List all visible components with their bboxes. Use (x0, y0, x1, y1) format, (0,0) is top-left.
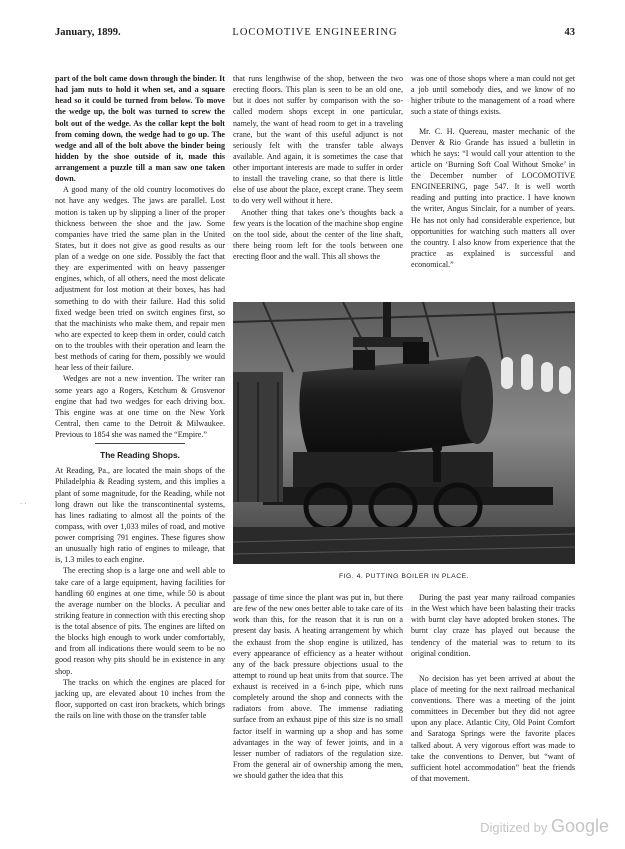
header-title: LOCOMOTIVE ENGINEERING (232, 27, 398, 38)
header-date: January, 1899. (55, 27, 121, 38)
digitized-watermark (480, 816, 609, 837)
column-1 (55, 73, 225, 721)
col3b-paragraph-1: During the past year many railroad companies in the West which have been balasting their tracks with burnt clay have adopted broken stones. The burnt clay craze has played out because the tendency of the material was to return to its original condition. (411, 593, 575, 658)
col3b-paragraph-2: No decision has yet been arrived at about the place of meeting for the next railroad mechanical conventions. There was a meeting of the joint committees in December but they did not agree upon any place. Atlantic City, Old Point Comfort and Saratoga Springs were the favorite places talked about. A very vigorous effort was made to take the conventions to Denver, but “want of sufficient hotel accommodation” beat the friends of that movement. (411, 673, 575, 783)
margin-mark: · · (20, 500, 27, 508)
watermark-brand: Google (550, 816, 609, 836)
column-2-bottom (233, 592, 403, 781)
col1-paragraph-6: The tracks on which the engines are placed for jacking up, are elevated about 10 inches from the floor, supported on cast iron brackets, which brings the rails on line with those on the transfer table (55, 677, 225, 720)
col3-paragraph-2: Mr. C. H. Quereau, master mechanic of the Denver & Rio Grande has issued a bulletin in which he says: “I would call your attention to the article on ‘Burning Soft Coal Without Smoke’ in the December number of LOCOMOTIVE ENGINEERING, page 547. It is well worth reading and putting into practice. I have known the writer, Angus Sinclair, for a number of years. He has not only had considerable experience, but opportunities for watching such matters all over the country. I also know from experience that the practice as explained is successful and economical.” (411, 126, 575, 269)
col2b-paragraph-1: passage of time since the plant was put in, but there are few of the new ones better able to take care of its work than this, for the reason that it is run on a present day basis. A heating arrangement by which the exhaust from the shop engine is utilized, has every appearance of efficiency as a heater without any of the back pressure objections usual to the attempt to round up heat units from that source. The exhaust is received in a 6-inch pipe, which runs completely around the shop and connects with the radiators from above. The immense radiating surface from an exhaust pipe of this size is no small factor itself in warming up a shop and has some advantages in the way of fewer joints, and in a lesser number of radiators of the regulation size. From the general air of ownership among the men, we should gather the idea that this (233, 593, 403, 780)
col1-paragraph-5: The erecting shop is a large one and well able to take care of a large equipment, having facilities for handling 60 engines at one time, while 50 is about the average number on the blocks. A peculiar and striking feature in connection with this erecting shop is the total absence of pits. The engines are lifted on the blocks high enough to work under comfortably, and from all indications there would seem to be no good reason why pits should be in existence in any shop. (55, 566, 225, 676)
col1-paragraph-1: part of the bolt came down through the binder. It had jam nuts to hold it when set, and a square head so it could be turned from below. To move the wedge up, the bolt was turned to screw the bolt out of the wedge. As the collar kept the bolt from coming down, the wedge had to go up. The wedge and all of the bolt above the binder being hidden by the shoe outside of it, made this arrangement a puzzle till a man saw one taken down. (55, 74, 225, 184)
col2-paragraph-1: that runs lengthwise of the shop, between the two erecting floors. This plan is seen to be an old one, but it does not suffer by comparison with the so-called modern shops except in one particular, namely, the want of head room to get in a traveling crane, but the want of this useful adjunct is not seriously felt with the transfer table always available. And again, it is sometimes the case that other important interests are made to suffer in order to install the traveling crane, so that there is little else of use about the place, except crane. They seem to do very well without it here. (233, 74, 403, 206)
figure-caption: FIG. 4. PUTTING BOILER IN PLACE. (338, 573, 470, 580)
col2-paragraph-2: Another thing that takes one’s thoughts back a few years is the location of the machine shop engine on the tool side, about the center of the line shaft, there being room left for the tools between one erecting floor and the wall. This all shows the (233, 207, 403, 261)
column-3-bottom (411, 592, 575, 784)
col1-paragraph-3: Wedges are not a new invention. The writer ran some years ago a Rogers, Ketchum & Grosvenor engine that had two wedges for each driving box. This engine was at one time on the New York Central, then came to the Detroit & Milwaukee. Previous to 1854 she was named the “Empire.” (55, 374, 225, 439)
page-number: 43 (564, 27, 575, 38)
page-header (55, 27, 575, 43)
section-rule (95, 443, 185, 444)
column-2-top (233, 73, 403, 262)
col3-paragraph-1: was one of those shops where a man could not get a job until somebody dies, and we know of no higher tribute to the management of a road where such a state of things exists. (411, 74, 575, 117)
boiler-photograph (233, 302, 575, 564)
watermark-prefix: Digitized by (480, 820, 548, 835)
col1-paragraph-2: A good many of the old country locomotives do not have any wedges. The jaws are parallel. Lost motion is taken up by slipping a liner of the proper thickness between the shoe and the jaw. Some companies have tried the same plan in the United States, but it does not give as good results as our plan of a wedge on one side. Possibly the fact that they are experimented with on heavy passenger engines, which, of all others, need the most delicate adjustment for lost motion at their boxes, has had something to do with their failure. Had this solid fixed wedge been tried on switch engines first, so that the machinists who make them, and repair men who are expected to keep them in order, could catch on to the troubles with their operation and learn the best methods of caring for them, possibly we would hear less of their failure. (55, 185, 225, 373)
section-title: The Reading Shops. (100, 450, 180, 461)
col1-paragraph-4: At Reading, Pa., are located the main shops of the Philadelphia & Reading system, and this implies a plant of some magnitude, for the Reading, while not long drawn out like the transcontinental systems, has lines radiating to almost all the points of the compass, with over 1,033 miles of road, and motive power comprising 791 engines. These figures show an unusually high ratio of engines to mileage, that is, 1.3 miles to each engine. (55, 466, 225, 565)
column-3-top (411, 73, 575, 270)
